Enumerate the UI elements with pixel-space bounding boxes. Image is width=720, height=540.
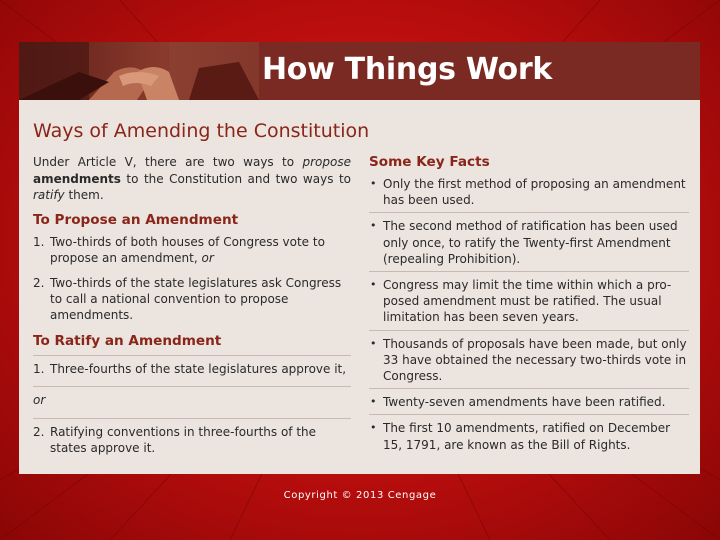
copyright-notice: Copyright © 2013 Cengage (283, 490, 437, 501)
fact-item (369, 277, 689, 326)
item-text: Two-thirds of both houses of Congress vote to propose an amendment, (50, 234, 325, 265)
divider (369, 271, 689, 272)
fact-item (369, 218, 689, 267)
intro-paragraph (33, 154, 351, 204)
fact-text: Twenty-seven amendments have been ratified. (383, 395, 666, 410)
intro-amendments: amendments (33, 171, 121, 186)
bullet-icon: • (370, 336, 377, 350)
item-number: 2. (33, 275, 45, 290)
intro-propose: propose (302, 155, 351, 169)
item-text: Three-fourths of the state legislatures approve it, (50, 361, 347, 376)
divider (33, 386, 351, 387)
divider (369, 414, 689, 415)
intro-text-1: Under Article V, there are two ways to (33, 155, 303, 169)
propose-heading: To Propose an Amendment (33, 211, 239, 228)
list-item (33, 424, 351, 456)
divider (369, 388, 689, 389)
or-separator: or (33, 392, 46, 407)
item-tail: or (201, 250, 214, 265)
page-title: Ways of Amending the Constitution (33, 120, 370, 142)
fact-item (369, 420, 689, 452)
title-banner (19, 42, 700, 100)
handshake-photo (19, 42, 259, 100)
bullet-icon: • (370, 177, 377, 190)
fact-text: The first 10 amendments, ratified on December 15, 1791, are known as the Bill of Rights. (383, 421, 671, 452)
intro-text-3: to the Constitution and two ways to (120, 171, 351, 186)
fact-text: Thousands of proposals have been made, but only 33 have obtained the necessary two-thirds vote in Congress. (383, 336, 687, 384)
propose-list (33, 234, 351, 323)
bullet-icon: • (370, 421, 377, 435)
divider (369, 330, 689, 331)
list-item (33, 275, 351, 323)
fact-item (369, 394, 689, 410)
list-item (33, 361, 351, 377)
fact-text: Only the first method of proposing an amendment has been used. (383, 177, 686, 208)
item-number: 2. (33, 424, 45, 439)
fact-item (369, 336, 689, 385)
intro-text-4: them. (64, 188, 104, 202)
item-number: 1. (33, 234, 45, 249)
left-column (33, 154, 351, 465)
list-item (33, 234, 351, 266)
fact-text: The second method of ratification has been used only once, to ratify the Twenty-first Amendment (repealing Prohibition). (383, 219, 678, 266)
facts-heading: Some Key Facts (369, 154, 490, 170)
divider (33, 418, 351, 419)
ratify-heading: To Ratify an Amendment (33, 332, 222, 349)
bullet-icon: • (370, 395, 377, 409)
banner-title: How Things Work (262, 52, 552, 87)
bullet-icon: • (370, 219, 377, 233)
item-number: 1. (33, 361, 45, 376)
right-column (369, 154, 689, 457)
intro-ratify: ratify (33, 188, 65, 202)
divider (33, 355, 351, 356)
fact-item (369, 176, 689, 208)
fact-text: Congress may limit the time within which a pro-posed amendment must be ratified. The usual limitation has been seven years. (383, 278, 672, 325)
divider (369, 212, 689, 213)
item-text: Two-thirds of the state legislatures ask Congress to call a national convention to propose amendments. (50, 275, 342, 322)
bullet-icon: • (370, 278, 377, 292)
item-text: Ratifying conventions in three-fourths of the states approve it. (50, 424, 317, 455)
content-panel (19, 42, 700, 474)
